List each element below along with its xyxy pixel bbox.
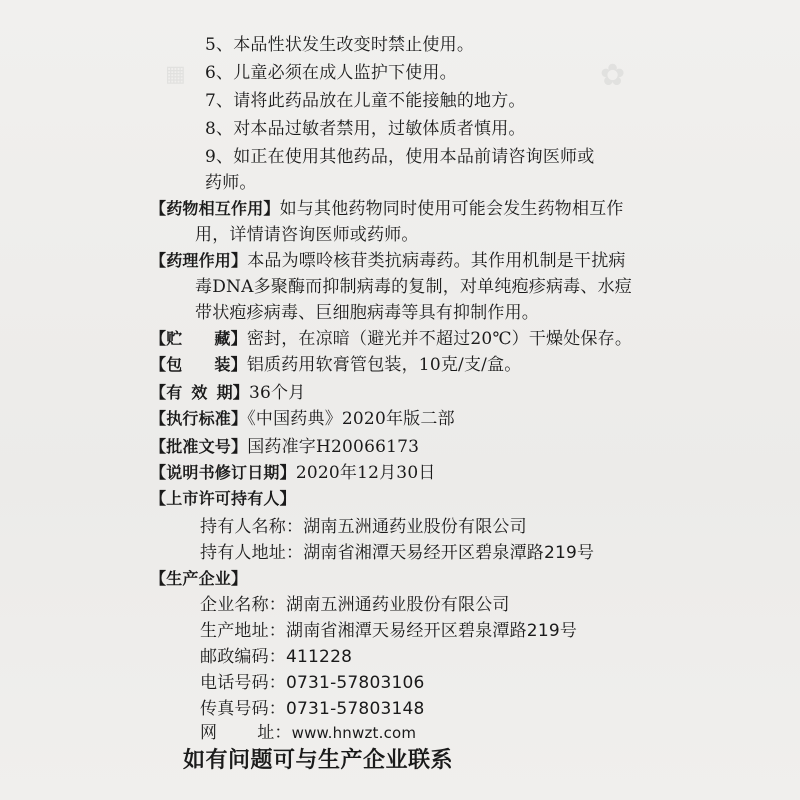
manufacturer-zip: 411228 xyxy=(286,647,353,667)
pharmacology-label: 【药理作用】 xyxy=(150,251,248,270)
manufacturer-web-label-a: 网 xyxy=(200,723,218,743)
interaction-label: 【药物相互作用】 xyxy=(150,199,280,218)
pharmacology-text-3: 带状疱疹病毒、巨细胞病毒等具有抑制作用。 xyxy=(195,303,539,323)
storage-label-b: 藏】 xyxy=(214,329,247,348)
package-label-a: 【包 xyxy=(150,355,183,374)
validity-section xyxy=(150,382,305,404)
interaction-section xyxy=(150,198,624,220)
holder-name-label: 持有人名称： xyxy=(200,517,304,537)
manufacturer-name: 湖南五洲通药业股份有限公司 xyxy=(286,595,510,615)
caution-item-6: 6、儿童必须在成人监护下使用。 xyxy=(205,63,457,83)
holder-addr-label: 持有人地址： xyxy=(200,543,304,563)
manufacturer-fax-row xyxy=(200,698,425,720)
pharmacology-section xyxy=(150,250,626,272)
manufacturer-name-label: 企业名称： xyxy=(200,595,286,615)
package-section xyxy=(150,354,522,376)
revision-section xyxy=(150,462,436,484)
manufacturer-label: 【生产企业】 xyxy=(150,569,248,588)
manufacturer-web: www.hnwzt.com xyxy=(291,724,417,742)
caution-item-5: 5、本品性状发生改变时禁止使用。 xyxy=(205,35,475,55)
manufacturer-name-row xyxy=(200,594,510,616)
storage-section xyxy=(150,328,632,350)
package-text: 铝质药用软膏管包装，10克/支/盒。 xyxy=(246,355,522,375)
validity-label-b: 效 xyxy=(191,383,208,402)
standard-label: 【执行标准】 xyxy=(150,409,248,428)
validity-label-c: 期】 xyxy=(216,383,250,402)
holder-name: 湖南五洲通药业股份有限公司 xyxy=(303,517,527,537)
manufacturer-tel-row xyxy=(200,672,425,694)
revision-label: 【说明书修订日期】 xyxy=(150,463,296,482)
revision-text: 2020年12月30日 xyxy=(295,463,436,483)
approval-section xyxy=(150,436,419,458)
manufacturer-fax: 0731-57803148 xyxy=(286,699,425,719)
package-label-b: 装】 xyxy=(214,355,247,374)
standard-text: 《中国药典》2020年版二部 xyxy=(247,409,455,429)
footer-note: 如有问题可与生产企业联系 xyxy=(183,748,454,773)
manufacturer-web-row xyxy=(200,722,416,744)
holder-addr-row xyxy=(200,542,594,564)
manufacturer-web-label-b: 址： xyxy=(257,723,292,743)
approval-text: 国药准字H20066173 xyxy=(247,437,420,457)
manufacturer-zip-row xyxy=(200,646,352,668)
standard-section xyxy=(150,408,455,430)
interaction-text-1: 如与其他药物同时使用可能会发生药物相互作 xyxy=(279,199,624,219)
pharmacology-text-1: 本品为嘌呤核苷类抗病毒药。其作用机制是干扰病 xyxy=(247,251,626,271)
validity-text: 36个月 xyxy=(249,383,306,403)
approval-label: 【批准文号】 xyxy=(150,437,248,456)
storage-label-a: 【贮 xyxy=(150,329,183,348)
manufacturer-addr-label: 生产地址： xyxy=(200,621,286,641)
manufacturer-tel-label: 电话号码： xyxy=(200,673,286,693)
caution-item-9: 9、如正在使用其他药品，使用本品前请咨询医师或 xyxy=(205,147,595,167)
bleed-through-mark: ✿ xyxy=(600,58,626,93)
manufacturer-addr: 湖南省湘潭天易经开区碧泉潭路219号 xyxy=(286,621,578,641)
manufacturer-fax-label: 传真号码： xyxy=(200,699,286,719)
holder-name-row xyxy=(200,516,527,538)
validity-label-a: 【有 xyxy=(150,383,183,402)
manufacturer-zip-label: 邮政编码： xyxy=(200,647,286,667)
caution-item-9-cont: 药师。 xyxy=(205,173,257,193)
bleed-through-mark: ▦ xyxy=(165,62,186,87)
caution-item-7: 7、请将此药品放在儿童不能接触的地方。 xyxy=(205,91,526,111)
interaction-text-2: 用，详情请咨询医师或药师。 xyxy=(195,225,419,245)
pharmacology-text-2: 毒DNA多聚酶而抑制病毒的复制，对单纯疱疹病毒、水痘 xyxy=(195,277,632,297)
manufacturer-addr-row xyxy=(200,620,577,642)
storage-text: 密封，在凉暗（避光并不超过20℃）干燥处保存。 xyxy=(246,329,633,349)
manufacturer-tel: 0731-57803106 xyxy=(286,673,425,693)
holder-label: 【上市许可持有人】 xyxy=(150,489,296,508)
caution-item-8: 8、对本品过敏者禁用，过敏体质者慎用。 xyxy=(205,119,526,139)
holder-addr: 湖南省湘潭天易经开区碧泉潭路219号 xyxy=(303,543,595,563)
